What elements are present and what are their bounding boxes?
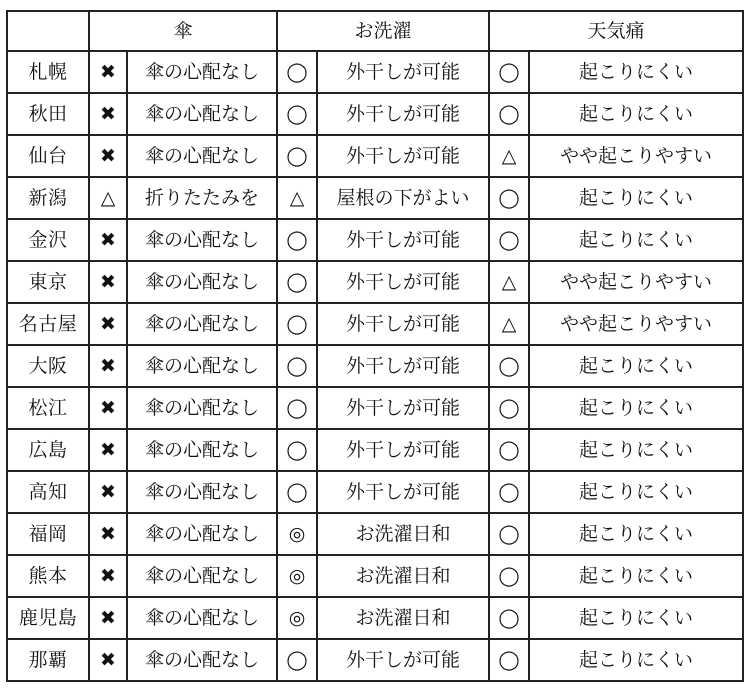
laundry-text: お洗濯日和 — [317, 597, 489, 639]
weather-pain-text: 起こりにくい — [529, 639, 743, 681]
city-cell: 広島 — [7, 429, 89, 471]
laundry-mark: ◯ — [277, 93, 317, 135]
table-row — [7, 219, 743, 261]
table-row — [7, 261, 743, 303]
laundry-mark: ◯ — [277, 387, 317, 429]
city-cell: 福岡 — [7, 513, 89, 555]
laundry-mark: ◯ — [277, 429, 317, 471]
umbrella-text: 傘の心配なし — [127, 261, 277, 303]
umbrella-text: 傘の心配なし — [127, 303, 277, 345]
table-row — [7, 597, 743, 639]
weather-pain-text: 起こりにくい — [529, 93, 743, 135]
city-cell: 鹿児島 — [7, 597, 89, 639]
umbrella-mark: ✖ — [89, 429, 127, 471]
weather-pain-text: 起こりにくい — [529, 429, 743, 471]
header-umbrella: 傘 — [89, 11, 277, 51]
table-row — [7, 429, 743, 471]
laundry-text: 屋根の下がよい — [317, 177, 489, 219]
umbrella-text: 傘の心配なし — [127, 51, 277, 93]
laundry-mark: ◯ — [277, 261, 317, 303]
weather-pain-mark: △ — [489, 135, 529, 177]
weather-pain-text: やや起こりやすい — [529, 303, 743, 345]
weather-pain-mark: ◯ — [489, 471, 529, 513]
weather-pain-text: 起こりにくい — [529, 387, 743, 429]
table-row — [7, 303, 743, 345]
laundry-text: 外干しが可能 — [317, 135, 489, 177]
umbrella-text: 傘の心配なし — [127, 219, 277, 261]
city-cell: 東京 — [7, 261, 89, 303]
laundry-mark: ◯ — [277, 471, 317, 513]
table-row — [7, 555, 743, 597]
weather-pain-mark: ◯ — [489, 513, 529, 555]
laundry-text: 外干しが可能 — [317, 51, 489, 93]
table-row — [7, 177, 743, 219]
umbrella-text: 傘の心配なし — [127, 513, 277, 555]
table-row — [7, 513, 743, 555]
laundry-text: 外干しが可能 — [317, 345, 489, 387]
umbrella-mark: ✖ — [89, 555, 127, 597]
weather-pain-mark: △ — [489, 303, 529, 345]
header-laundry: お洗濯 — [277, 11, 489, 51]
header-city — [7, 11, 89, 51]
city-cell: 金沢 — [7, 219, 89, 261]
city-cell: 高知 — [7, 471, 89, 513]
laundry-mark: ◯ — [277, 345, 317, 387]
table-row — [7, 387, 743, 429]
umbrella-mark: ✖ — [89, 261, 127, 303]
weather-pain-mark: ◯ — [489, 597, 529, 639]
umbrella-mark: ✖ — [89, 135, 127, 177]
laundry-text: お洗濯日和 — [317, 555, 489, 597]
laundry-text: 外干しが可能 — [317, 219, 489, 261]
laundry-mark: ◯ — [277, 303, 317, 345]
weather-pain-text: 起こりにくい — [529, 219, 743, 261]
umbrella-mark: ✖ — [89, 219, 127, 261]
laundry-text: 外干しが可能 — [317, 261, 489, 303]
weather-pain-mark: ◯ — [489, 387, 529, 429]
city-cell: 那覇 — [7, 639, 89, 681]
umbrella-text: 傘の心配なし — [127, 639, 277, 681]
weather-pain-mark: △ — [489, 261, 529, 303]
laundry-text: 外干しが可能 — [317, 639, 489, 681]
umbrella-text: 傘の心配なし — [127, 135, 277, 177]
laundry-mark: ◯ — [277, 219, 317, 261]
umbrella-text: 傘の心配なし — [127, 429, 277, 471]
city-cell: 熊本 — [7, 555, 89, 597]
table-row — [7, 471, 743, 513]
weather-pain-text: 起こりにくい — [529, 51, 743, 93]
umbrella-mark: ✖ — [89, 51, 127, 93]
weather-pain-text: 起こりにくい — [529, 345, 743, 387]
laundry-mark: ◯ — [277, 639, 317, 681]
laundry-mark: ◎ — [277, 513, 317, 555]
weather-pain-text: 起こりにくい — [529, 471, 743, 513]
umbrella-text: 傘の心配なし — [127, 471, 277, 513]
laundry-mark: △ — [277, 177, 317, 219]
weather-pain-text: 起こりにくい — [529, 555, 743, 597]
umbrella-mark: ✖ — [89, 471, 127, 513]
weather-pain-text: やや起こりやすい — [529, 135, 743, 177]
weather-pain-mark: ◯ — [489, 219, 529, 261]
weather-pain-text: 起こりにくい — [529, 177, 743, 219]
weather-pain-mark: ◯ — [489, 345, 529, 387]
umbrella-mark: ✖ — [89, 303, 127, 345]
umbrella-mark: ✖ — [89, 387, 127, 429]
umbrella-text: 傘の心配なし — [127, 597, 277, 639]
laundry-text: 外干しが可能 — [317, 429, 489, 471]
laundry-mark: ◯ — [277, 135, 317, 177]
umbrella-text: 傘の心配なし — [127, 387, 277, 429]
city-cell: 秋田 — [7, 93, 89, 135]
table-row — [7, 345, 743, 387]
table-row — [7, 51, 743, 93]
umbrella-mark: △ — [89, 177, 127, 219]
weather-pain-text: 起こりにくい — [529, 513, 743, 555]
laundry-text: 外干しが可能 — [317, 93, 489, 135]
forecast-table — [6, 10, 744, 682]
city-cell: 仙台 — [7, 135, 89, 177]
laundry-text: 外干しが可能 — [317, 303, 489, 345]
laundry-text: 外干しが可能 — [317, 471, 489, 513]
umbrella-mark: ✖ — [89, 93, 127, 135]
laundry-text: お洗濯日和 — [317, 513, 489, 555]
umbrella-mark: ✖ — [89, 639, 127, 681]
table-row — [7, 93, 743, 135]
city-cell: 札幌 — [7, 51, 89, 93]
table-row — [7, 135, 743, 177]
weather-pain-text: 起こりにくい — [529, 597, 743, 639]
umbrella-text: 傘の心配なし — [127, 345, 277, 387]
header-weather-pain: 天気痛 — [489, 11, 743, 51]
laundry-mark: ◯ — [277, 51, 317, 93]
umbrella-mark: ✖ — [89, 345, 127, 387]
header-row — [7, 11, 743, 51]
weather-pain-mark: ◯ — [489, 51, 529, 93]
table-row — [7, 639, 743, 681]
city-cell: 名古屋 — [7, 303, 89, 345]
umbrella-text: 折りたたみを — [127, 177, 277, 219]
laundry-mark: ◎ — [277, 597, 317, 639]
laundry-mark: ◎ — [277, 555, 317, 597]
weather-pain-mark: ◯ — [489, 93, 529, 135]
weather-pain-mark: ◯ — [489, 177, 529, 219]
weather-pain-mark: ◯ — [489, 555, 529, 597]
weather-pain-mark: ◯ — [489, 639, 529, 681]
city-cell: 松江 — [7, 387, 89, 429]
weather-pain-text: やや起こりやすい — [529, 261, 743, 303]
umbrella-text: 傘の心配なし — [127, 555, 277, 597]
city-cell: 新潟 — [7, 177, 89, 219]
weather-pain-mark: ◯ — [489, 429, 529, 471]
umbrella-text: 傘の心配なし — [127, 93, 277, 135]
umbrella-mark: ✖ — [89, 513, 127, 555]
city-cell: 大阪 — [7, 345, 89, 387]
laundry-text: 外干しが可能 — [317, 387, 489, 429]
umbrella-mark: ✖ — [89, 597, 127, 639]
